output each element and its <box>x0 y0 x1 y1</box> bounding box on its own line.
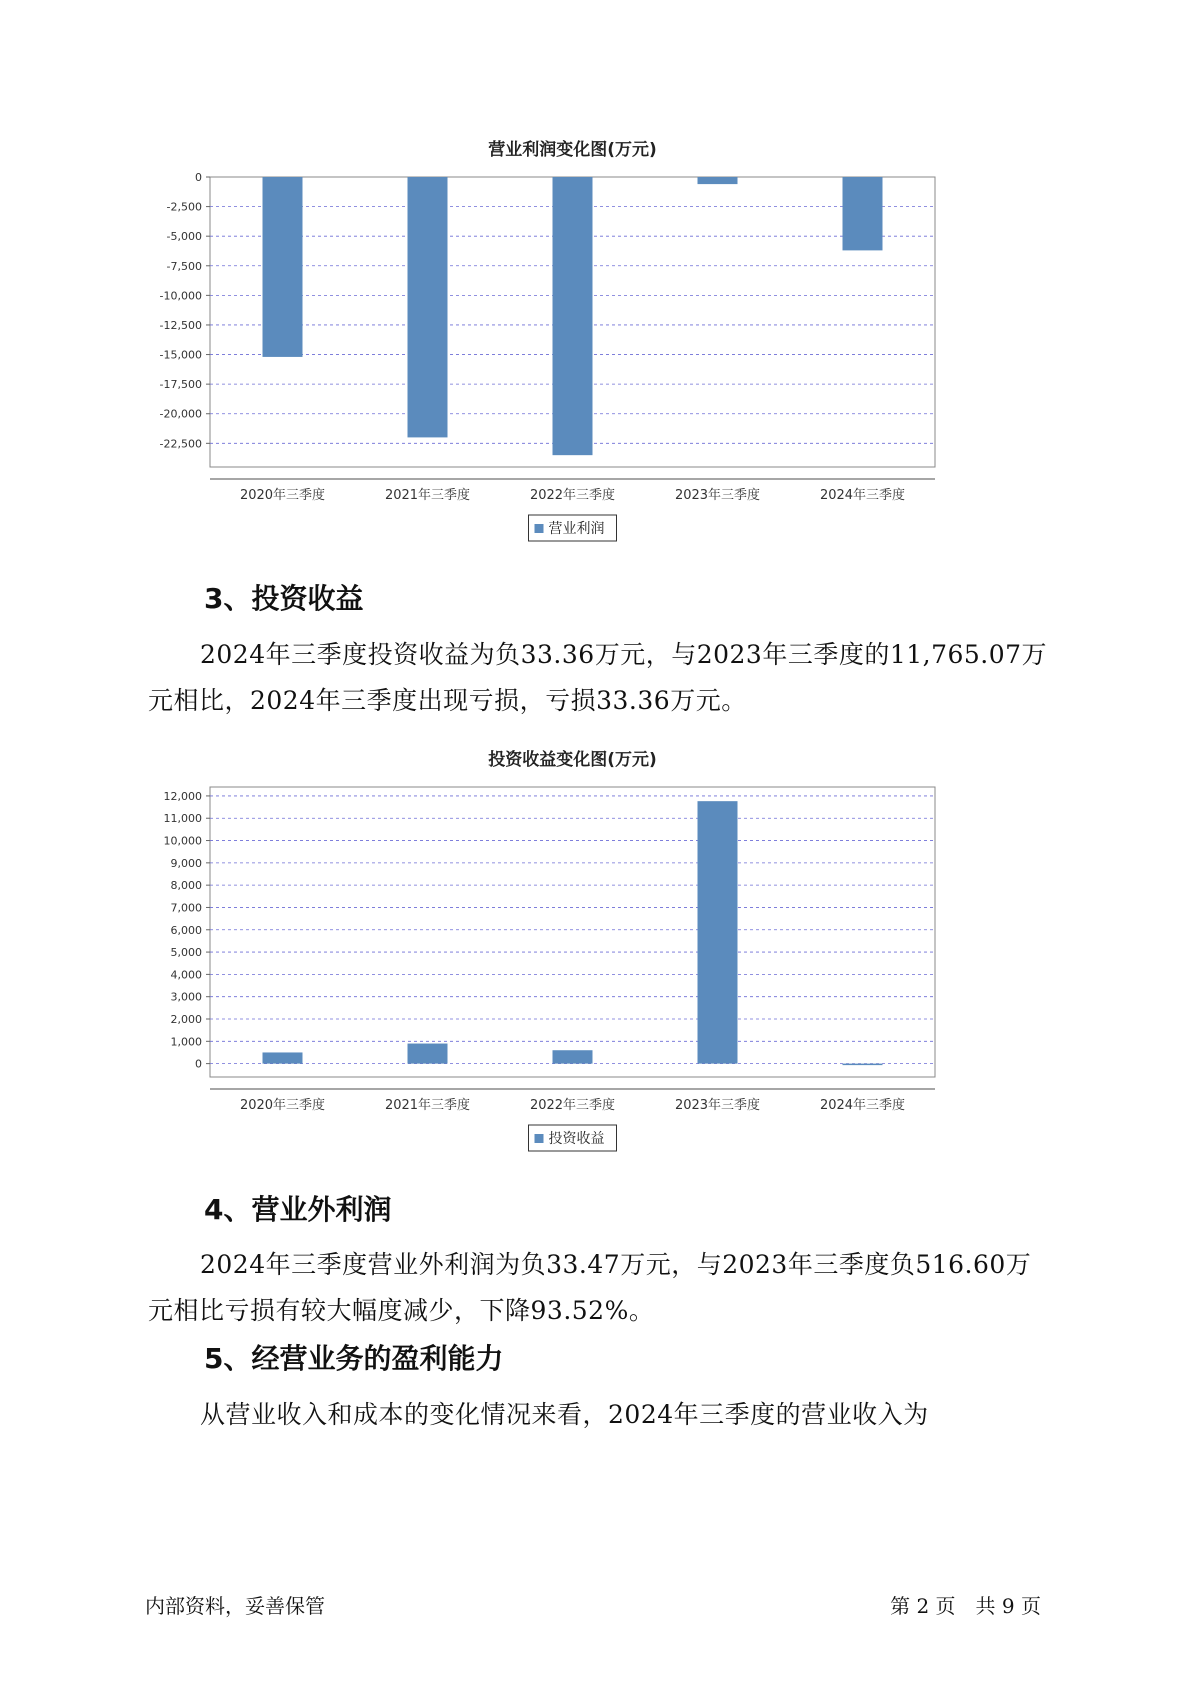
y-tick-label: -15,000 <box>159 348 202 362</box>
y-tick-label: -17,500 <box>159 378 202 392</box>
y-tick-label: -7,500 <box>166 259 202 273</box>
legend-swatch <box>535 1134 544 1143</box>
x-tick-label: 2024年三季度 <box>819 488 906 503</box>
operating-profit-chart-svg <box>150 130 1030 550</box>
bar <box>408 177 448 437</box>
y-tick-label: 9,000 <box>170 856 202 870</box>
operating-profit-chart <box>150 130 1030 550</box>
x-tick-label: 2022年三季度 <box>529 488 616 503</box>
chart-title: 营业利润变化图(万元) <box>488 140 657 160</box>
y-tick-label: 10,000 <box>163 834 202 848</box>
bar <box>698 801 738 1063</box>
section-heading-profitability: 5、经营业务的盈利能力 <box>204 1342 504 1375</box>
section-heading-investment: 3、投资收益 <box>204 582 364 615</box>
y-tick-label: 12,000 <box>163 789 202 803</box>
x-tick-label: 2023年三季度 <box>674 488 761 503</box>
bar <box>553 1050 593 1063</box>
y-tick-label: 2,000 <box>170 1013 202 1026</box>
y-tick-label: -12,500 <box>159 318 202 332</box>
y-tick-label: 6,000 <box>170 923 202 937</box>
legend-swatch <box>535 524 544 533</box>
chart-title: 投资收益变化图(万元) <box>488 750 657 770</box>
y-tick-label: -2,500 <box>166 200 202 214</box>
y-tick-label: 11,000 <box>163 812 202 826</box>
paragraph-non-operating: 2024年三季度营业外利润为负33.47万元，与2023年三季度负516.60万元相比亏损有较大幅度减少，下降93.52%。 <box>148 1250 1032 1325</box>
plot-area <box>210 787 935 1077</box>
y-tick-label: -10,000 <box>159 289 202 303</box>
y-tick-label: 3,000 <box>170 990 202 1004</box>
y-tick-label: -22,500 <box>159 437 202 451</box>
y-tick-label: 5,000 <box>170 946 202 960</box>
y-tick-label: 1,000 <box>170 1035 202 1049</box>
bar <box>843 177 883 250</box>
legend-label: 投资收益 <box>548 1131 605 1147</box>
x-tick-label: 2022年三季度 <box>529 1098 616 1113</box>
paragraph-profitability: 从营业收入和成本的变化情况来看，2024年三季度的营业收入为 <box>200 1400 929 1429</box>
y-tick-label: 0 <box>195 171 202 184</box>
paragraph-investment: 2024年三季度投资收益为负33.36万元，与2023年三季度的11,765.07万元相比，2024年三季度出现亏损，亏损33.36万元。 <box>148 640 1048 715</box>
bar <box>263 1052 303 1063</box>
y-tick-label: -20,000 <box>159 407 202 421</box>
y-tick-label: 7,000 <box>170 901 202 915</box>
footer-confidential-note: 内部资料，妥善保管 <box>145 1594 325 1618</box>
x-tick-label: 2020年三季度 <box>239 1098 326 1113</box>
bar <box>698 177 738 184</box>
y-tick-label: 8,000 <box>170 879 202 893</box>
investment-income-chart <box>150 740 1030 1160</box>
x-tick-label: 2020年三季度 <box>239 488 326 503</box>
investment-income-chart-svg <box>150 740 1030 1160</box>
bar <box>843 1064 883 1066</box>
legend-label: 营业利润 <box>548 521 605 537</box>
bar <box>263 177 303 357</box>
y-tick-label: 4,000 <box>170 968 202 982</box>
footer-page-number: 第 2 页 共 9 页 <box>890 1594 1041 1618</box>
bar <box>553 177 593 455</box>
x-tick-label: 2021年三季度 <box>384 488 471 503</box>
y-tick-label: -5,000 <box>166 230 202 244</box>
y-tick-label: 0 <box>195 1057 202 1071</box>
x-tick-label: 2023年三季度 <box>674 1098 761 1113</box>
bar <box>408 1044 448 1064</box>
x-tick-label: 2021年三季度 <box>384 1098 471 1113</box>
x-tick-label: 2024年三季度 <box>819 1098 906 1113</box>
section-heading-non-operating: 4、营业外利润 <box>204 1193 392 1226</box>
